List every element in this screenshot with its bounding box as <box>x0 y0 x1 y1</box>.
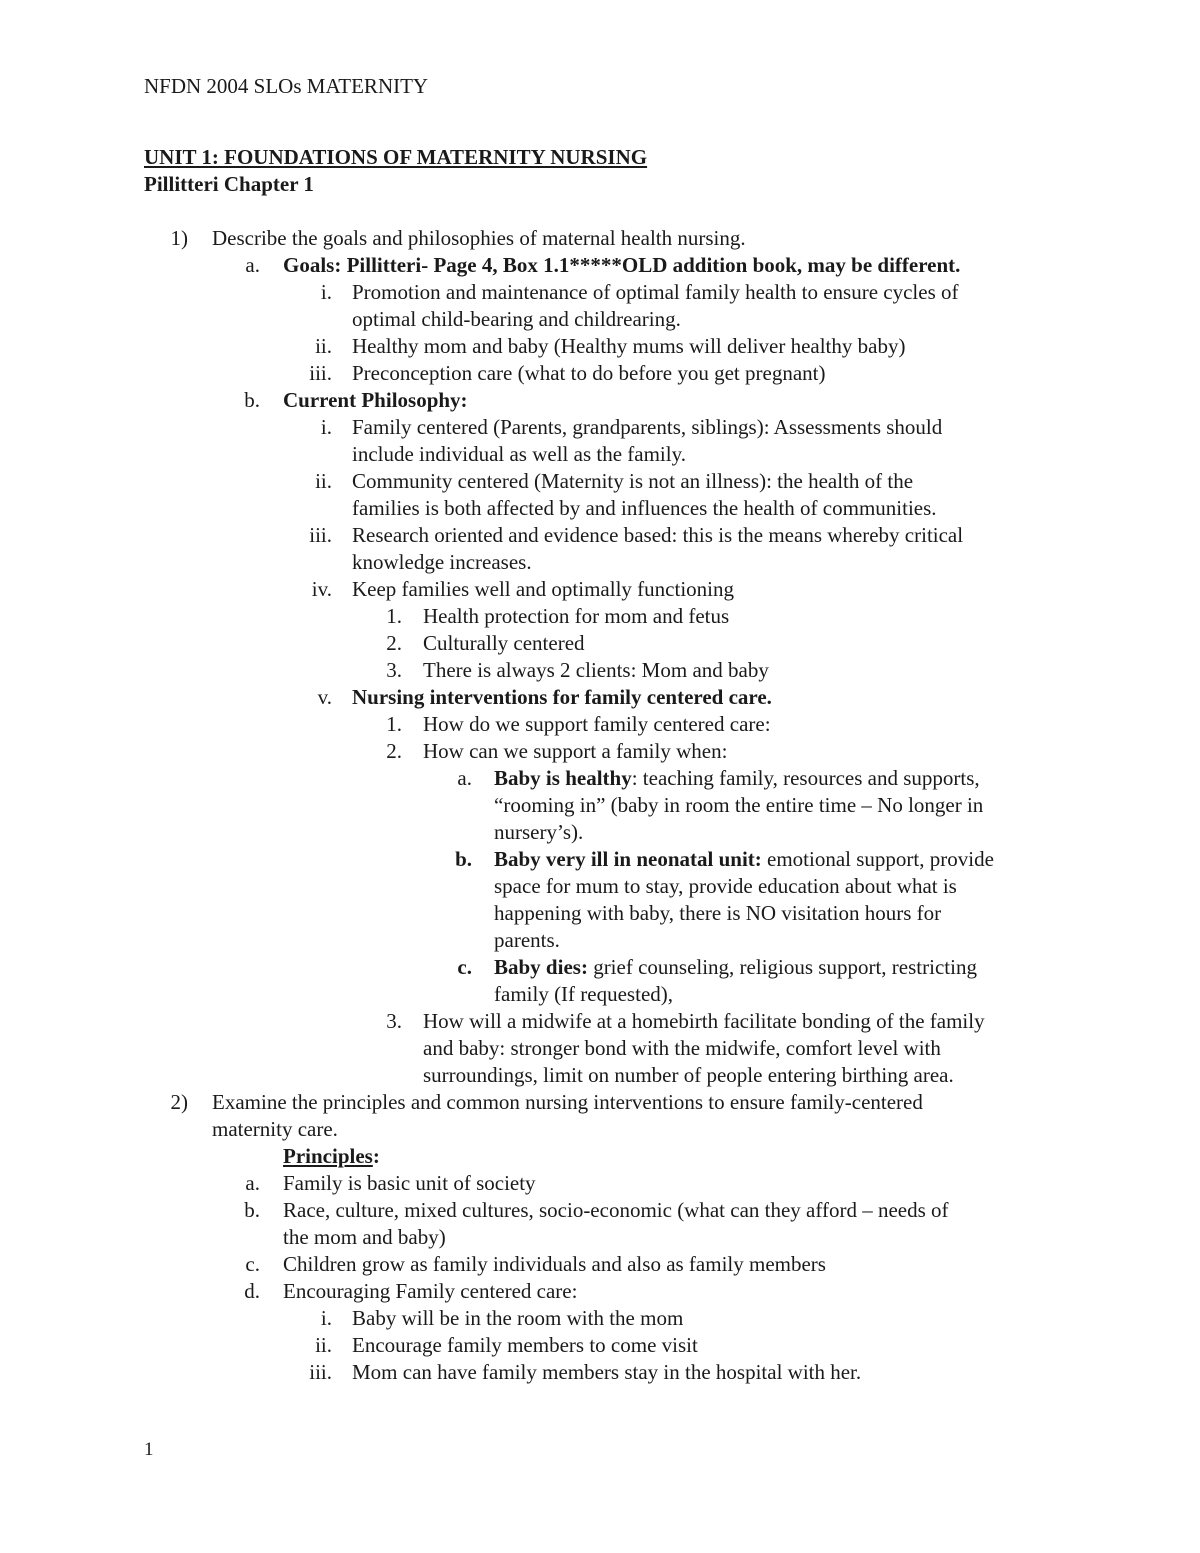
interventions-number: v. <box>317 685 332 709</box>
interventions-item-text: surroundings, limit on number of people entering birthing area. <box>423 1063 954 1087</box>
interventions-item-number: 3. <box>386 1009 402 1033</box>
case-text: space for mum to stay, provide education about what is <box>494 874 957 898</box>
philosophy-letter: b. <box>244 388 260 412</box>
principle-text: Family is basic unit of society <box>283 1171 536 1195</box>
case-text <box>494 954 977 981</box>
functioning-item-number: 3. <box>386 658 402 682</box>
principle-letter: d. <box>244 1279 260 1303</box>
principle-text: Encouraging Family centered care: <box>283 1279 578 1303</box>
goal-item-number: ii. <box>315 334 332 358</box>
family-care-item-number: ii. <box>315 1333 332 1357</box>
philosophy-item-text: Research oriented and evidence based: this is the means whereby critical <box>352 523 964 547</box>
case-rest: : teaching family, resources and supports, <box>631 766 980 790</box>
case-rest: grief counseling, religious support, restricting <box>587 955 977 979</box>
philosophy-item-text: families is both affected by and influences the health of communities. <box>352 496 937 520</box>
philosophy-item-number: i. <box>320 415 332 439</box>
interventions-item-text: How can we support a family when: <box>423 739 728 763</box>
functioning-item-number: 2. <box>386 631 402 655</box>
q1-text: Describe the goals and philosophies of maternal health nursing. <box>212 226 746 250</box>
philosophy-item-number: iv. <box>311 577 332 601</box>
interventions-item-number: 1. <box>386 712 402 736</box>
case-letter: c. <box>457 955 472 979</box>
goal-item-text: optimal child-bearing and childrearing. <box>352 307 681 331</box>
principle-text: Children grow as family individuals and also as family members <box>283 1252 826 1276</box>
philosophy-item-text: Family centered (Parents, grandparents, siblings): Assessments should <box>352 415 943 439</box>
case-lead: Baby very ill in neonatal unit: <box>494 847 762 871</box>
goals-heading: Goals: Pillitteri- Page 4, Box 1.1*****OLD addition book, may be different. <box>283 253 961 277</box>
interventions-item-text: How do we support family centered care: <box>423 712 771 736</box>
goal-item-number: iii. <box>309 361 332 385</box>
philosophy-item-number: iii. <box>309 523 332 547</box>
principle-letter: c. <box>245 1252 260 1276</box>
case-text: family (If requested), <box>494 982 674 1006</box>
philosophy-item-number: ii. <box>315 469 332 493</box>
family-care-item-text: Mom can have family members stay in the hospital with her. <box>352 1360 862 1384</box>
case-letter: b. <box>455 847 472 871</box>
functioning-item-number: 1. <box>386 604 402 628</box>
family-care-item-text: Encourage family members to come visit <box>352 1333 698 1357</box>
case-text <box>494 846 994 873</box>
principles-heading <box>283 1143 380 1170</box>
interventions-item-number: 2. <box>386 739 402 763</box>
family-care-item-text: Baby will be in the room with the mom <box>352 1306 684 1330</box>
q2-number: 2) <box>170 1090 188 1114</box>
philosophy-item-text: Community centered (Maternity is not an illness): the health of the <box>352 469 914 493</box>
page-number: 1 <box>144 1439 154 1460</box>
interventions-item-text: and baby: stronger bond with the midwife, comfort level with <box>423 1036 941 1060</box>
q1-number: 1) <box>170 226 188 250</box>
goals-letter: a. <box>245 253 260 277</box>
goal-item-text: Promotion and maintenance of optimal family health to ensure cycles of <box>352 280 959 304</box>
case-rest: emotional support, provide <box>761 847 994 871</box>
case-text <box>494 765 980 792</box>
philosophy-heading: Current Philosophy: <box>283 388 468 412</box>
principle-text: the mom and baby) <box>283 1225 446 1249</box>
q2-text: Examine the principles and common nursing interventions to ensure family-centered <box>212 1090 923 1114</box>
q2-text: maternity care. <box>212 1117 338 1141</box>
philosophy-item-text: knowledge increases. <box>352 550 532 574</box>
functioning-item-text: Culturally centered <box>423 631 585 655</box>
goal-item-text: Preconception care (what to do before you get pregnant) <box>352 361 826 385</box>
family-care-item-number: iii. <box>309 1360 332 1384</box>
interventions-item-text: How will a midwife at a homebirth facilitate bonding of the family <box>423 1009 985 1033</box>
interventions-heading: Nursing interventions for family centered care. <box>352 685 772 709</box>
case-text: parents. <box>494 928 560 952</box>
principle-letter: b. <box>244 1198 260 1222</box>
philosophy-item-text: include individual as well as the family. <box>352 442 686 466</box>
case-text: happening with baby, there is NO visitation hours for <box>494 901 942 925</box>
principles-colon: : <box>372 1144 380 1168</box>
goal-item-text: Healthy mom and baby (Healthy mums will deliver healthy baby) <box>352 334 906 358</box>
goal-item-number: i. <box>320 280 332 304</box>
case-letter: a. <box>457 766 472 790</box>
case-text: “rooming in” (baby in room the entire time – No longer in <box>494 793 984 817</box>
functioning-item-text: There is always 2 clients: Mom and baby <box>423 658 769 682</box>
chapter-heading: Pillitteri Chapter 1 <box>144 172 314 196</box>
principles-label: Principles <box>283 1144 373 1168</box>
unit-title: UNIT 1: FOUNDATIONS OF MATERNITY NURSING <box>144 145 648 169</box>
running-header: NFDN 2004 SLOs MATERNITY <box>144 74 429 98</box>
family-care-item-number: i. <box>320 1306 332 1330</box>
case-text: nursery’s). <box>494 820 584 844</box>
functioning-item-text: Health protection for mom and fetus <box>423 604 730 628</box>
principle-letter: a. <box>245 1171 260 1195</box>
philosophy-item-text: Keep families well and optimally functioning <box>352 577 734 601</box>
principle-text: Race, culture, mixed cultures, socio-economic (what can they afford – needs of <box>283 1198 949 1222</box>
case-lead: Baby is healthy <box>494 766 632 790</box>
case-lead: Baby dies: <box>494 955 588 979</box>
